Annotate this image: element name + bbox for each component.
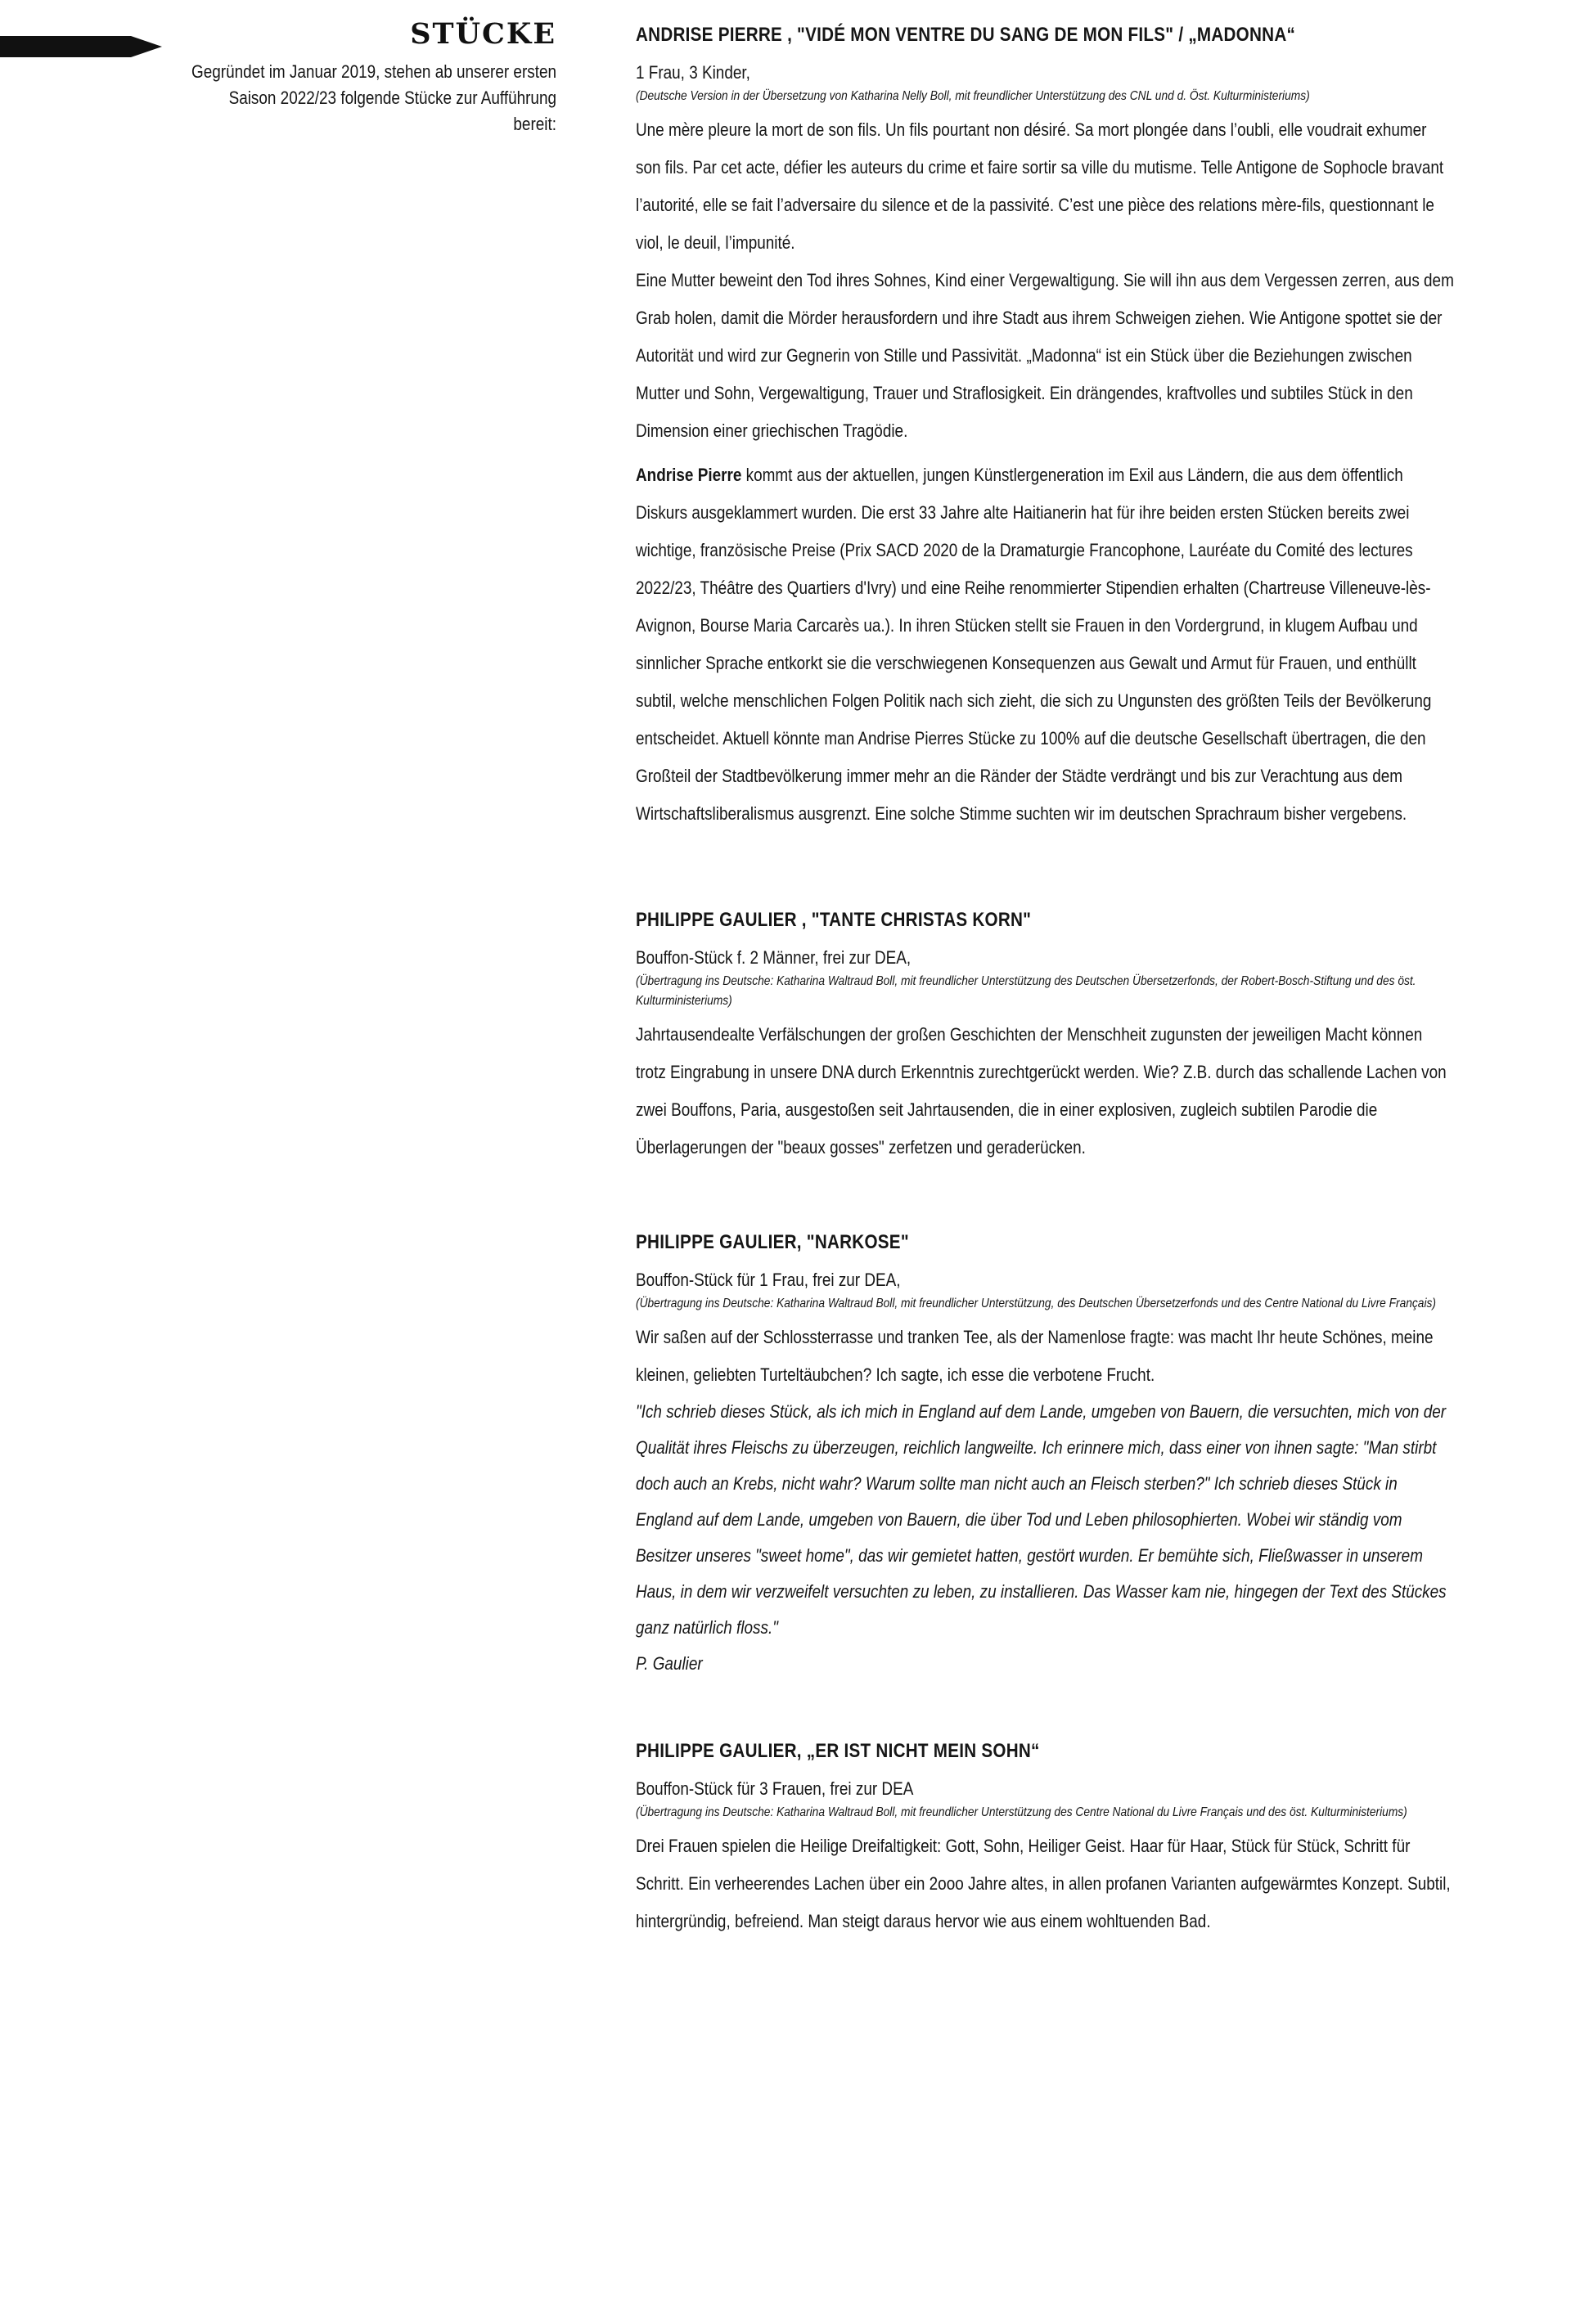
play-description-fr: Une mère pleure la mort de son fils. Un fils pourtant non désiré. Sa mort plongée dans l’oubli, elle voudrait exhumer son fils. Par cet acte, défier les auteurs du crime et faire sortir sa ville du mutisme. Telle Antigone de Sophocle bravant l’autorité, elle se fait l’adversaire du silence et de la passivité. C’est une pièce des relations mère-fils, questionnant le viol, le deuil, l’impunité. xyxy=(636,119,1444,253)
play-credits: (Übertragung ins Deutsche: Katharina Waltraud Boll, mit freundlicher Unterstützung des Deutschen Übersetzerfonds, der Robert-Bosch-Stiftung und des öst. Kulturministeriums) xyxy=(636,974,1416,1008)
play-description: Wir saßen auf der Schlossterrasse und tranken Tee, als der Namenlose fragte: was macht Ihr heute Schönes, meine kleinen, geliebten Turteltäubchen? Ich sagte, ich esse die verbotene Frucht. xyxy=(636,1327,1434,1385)
section-intro: Gegründet im Januar 2019, stehen ab unserer ersten Saison 2022/23 folgende Stücke zur Aufführung bereit: xyxy=(191,61,556,134)
quote-author: P. Gaulier xyxy=(636,1653,703,1674)
play-entry-narkose xyxy=(636,1225,1454,1682)
play-description: Drei Frauen spielen die Heilige Dreifaltigkeit: Gott, Sohn, Heiliger Geist. Haar für Haar, Stück für Stück, Schritt für Schritt. Ein verheerendes Lachen über ein 2ooo Jahre altes, in allen profanen Varianten aufgewärmtes Konzept. Subtil, hintergründig, befreiend. Man steigt daraus hervor wie aus einem wohltuenden Bad. xyxy=(636,1836,1451,1931)
section-heading: STÜCKE xyxy=(410,17,556,51)
play-title: PHILIPPE GAULIER, "NARKOSE" xyxy=(636,1231,909,1253)
play-description-de: Eine Mutter beweint den Tod ihres Sohnes, Kind einer Vergewaltigung. Sie will ihn aus dem Vergessen zerren, aus dem Grab holen, damit die Mörder herausfordern und ihre Stadt aus ihrem Schweigen ziehen. Wie Antigone spottet sie der Autorität und wird zur Gegnerin von Stille und Passivität. „Madonna“ ist ein Stück über die Beziehungen zwischen Mutter und Sohn, Vergewaltigung, Trauer und Straflosigkeit. Ein drängendes, kraftvolles und subtiles Stück in den Dimension einer griechischen Tragödie. xyxy=(636,270,1454,441)
play-title: ANDRISE PIERRE , "VIDÉ MON VENTRE DU SANG DE MON FILS" / „MADONNA“ xyxy=(636,24,1296,46)
author-name: Andrise Pierre xyxy=(636,465,742,485)
play-title: PHILIPPE GAULIER, „ER IST NICHT MEIN SOHN“ xyxy=(636,1740,1040,1762)
play-cast: Bouffon-Stück für 1 Frau, frei zur DEA, xyxy=(636,1270,901,1290)
play-title: PHILIPPE GAULIER , "TANTE CHRISTAS KORN" xyxy=(636,909,1032,931)
play-entry-er-ist-nicht-mein-sohn xyxy=(636,1734,1454,1940)
author-quote: "Ich schrieb dieses Stück, als ich mich in England auf dem Lande, umgeben von Bauern, die versuchten, mich von der Qualität ihres Fleischs zu überzeugen, reichlich langweilte. Ich erinnere mich, dass einer von ihnen sagte: "Man stirbt doch auch an Krebs, nicht wahr? Warum sollte man nicht auch an Fleisch sterben?" Ich schrieb dieses Stück in England auf dem Lande, umgeben von Bauern, die über Tod und Leben philosophierten. Wobei wir ständig vom Besitzer unseres "sweet home", das wir gemietet hatten, gestört wurden. Er bemühte sich, Fließwasser in unserem Haus, in dem wir verzweifelt versuchten zu leben, zu installieren. Das Wasser kam nie, hingegen der Text des Stückes ganz natürlich floss." xyxy=(636,1401,1447,1638)
author-bio xyxy=(636,456,1454,833)
play-cast: 1 Frau, 3 Kinder, xyxy=(636,62,750,83)
play-cast: Bouffon-Stück für 3 Frauen, frei zur DEA xyxy=(636,1778,914,1799)
arrow-marker-icon xyxy=(0,36,162,57)
play-credits: (Übertragung ins Deutsche: Katharina Waltraud Boll, mit freundlicher Unterstützung, des Deutschen Übersetzerfonds und des Centre National du Livre Français) xyxy=(636,1297,1436,1310)
play-entry-madonna xyxy=(636,18,1454,833)
play-entry-tante-christas-korn xyxy=(636,903,1454,1166)
play-cast: Bouffon-Stück f. 2 Männer, frei zur DEA, xyxy=(636,947,912,968)
play-description: Jahrtausendealte Verfälschungen der großen Geschichten der Menschheit zugunsten der jeweiligen Macht können trotz Eingrabung in unsere DNA durch Erkenntnis zurechtgerückt werden. Wie? Z.B. durch das schallende Lachen von zwei Bouffons, Paria, ausgestoßen seit Jahrtausenden, die in einer explosiven, zugleich subtilen Parodie die Überlagerungen der "beaux gosses" zerfetzen und geraderücken. xyxy=(636,1024,1447,1158)
plays-list xyxy=(636,18,1454,1940)
sidebar xyxy=(188,18,556,137)
play-credits: (Übertragung ins Deutsche: Katharina Waltraud Boll, mit freundlicher Unterstützung des Centre National du Livre Français und des öst. Kulturministeriums) xyxy=(636,1805,1407,1819)
author-bio-text: kommt aus der aktuellen, jungen Künstlergeneration im Exil aus Ländern, die aus dem öffentlich Diskurs ausgeklammert wurden. Die erst 33 Jahre alte Haitianerin hat für ihre beiden ersten Stücken bereits zwei wichtige, französische Preise (Prix SACD 2020 de la Dramaturgie Francophone, Lauréate du Comité des lectures 2022/23, Théâtre des Quartiers d'Ivry) und eine Reihe renommierter Stipendien erhalten (Chartreuse Villeneuve-lès-Avignon, Bourse Maria Carcarès ua.). In ihren Stücken stellt sie Frauen in den Vordergrund, in klugem Aufbau und sinnlicher Sprache entkorkt sie die verschwiegenen Konsequenzen aus Gewalt und Armut für Frauen, und enthüllt subtil, welche menschlichen Folgen Politik nach sich zieht, die sich zu Ungunsten des größten Teils der Bevölkerung entscheidet. Aktuell könnte man Andrise Pierres Stücke zu 100% auf die deutsche Gesellschaft übertragen, die den Großteil der Stadtbevölkerung immer mehr an die Ränder der Städte verdrängt und bis zur Verachtung aus dem Wirtschaftsliberalismus ausgrenzt. Eine solche Stimme suchten wir im deutschen Sprachraum bisher vergebens. xyxy=(636,465,1432,824)
play-credits: (Deutsche Version in der Übersetzung von Katharina Nelly Boll, mit freundlicher Unterstützung des CNL und d. Öst. Kulturministeriums) xyxy=(636,89,1310,103)
